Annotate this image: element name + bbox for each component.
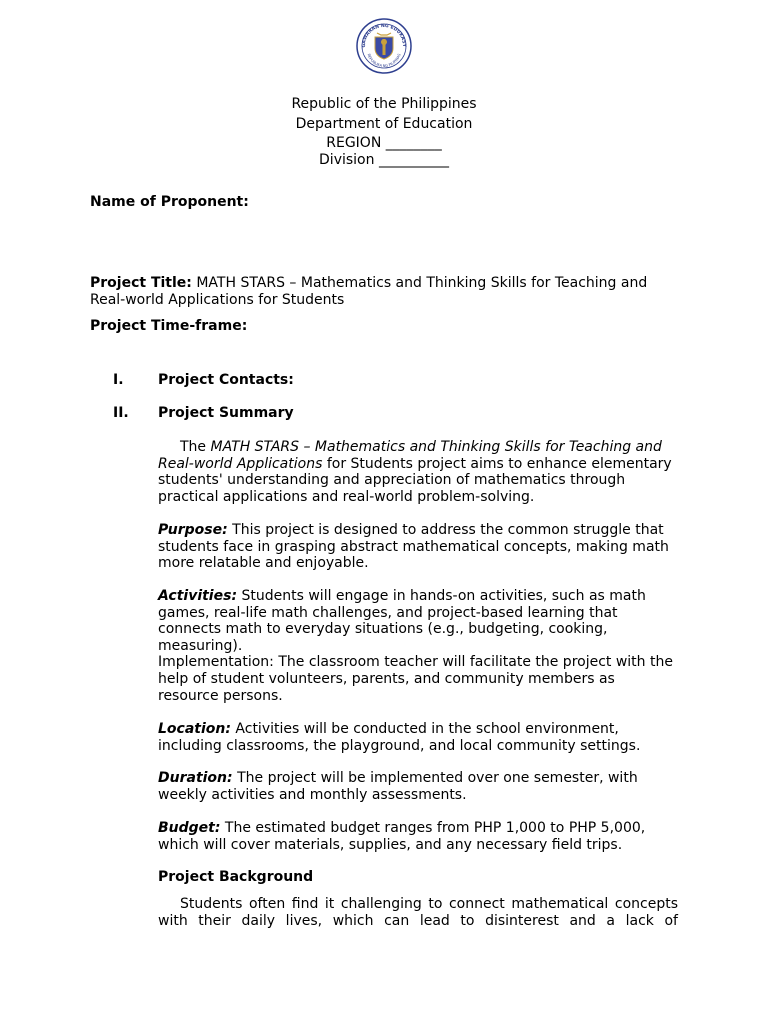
project-title-text-2: Real-world Applications for Students xyxy=(90,292,345,308)
project-title-label: Project Title: xyxy=(90,275,192,291)
location-label: Location: xyxy=(158,721,231,737)
background-paragraph: Students often find it challenging to connect mathematical concepts with their daily lives, which can lead to disinterest and a lack of xyxy=(158,896,678,929)
duration-text: The project will be implemented over one semester, with weekly activities and monthly assessments. xyxy=(158,770,638,803)
location-text: Activities will be conducted in the school environment, including classrooms, the playground, and local community settings. xyxy=(158,721,641,754)
section-2-number: II. xyxy=(113,405,129,421)
section-2-title: Project Summary xyxy=(158,405,294,421)
purpose-label: Purpose: xyxy=(158,522,228,538)
header-division: Division __________ xyxy=(319,152,449,168)
summary-paragraph xyxy=(158,439,678,505)
section-1-number: I. xyxy=(113,372,124,388)
budget-text: The estimated budget ranges from PHP 1,000 to PHP 5,000, which will cover materials, supplies, and any necessary field trips. xyxy=(158,820,646,853)
header-region: REGION ________ xyxy=(326,135,442,151)
purpose-text: This project is designed to address the common struggle that students face in grasping abstract mathematical concepts, making math more relatable and enjoyable. xyxy=(158,522,669,572)
header-republic: Republic of the Philippines xyxy=(291,96,477,112)
activities-text: Students will engage in hands-on activities, such as math games, real-life math challenges, and project-based learning that connects math to everyday situations (e.g., budgeting, cooking, measuring). xyxy=(158,588,646,654)
location-paragraph xyxy=(158,721,678,754)
section-1-title: Project Contacts: xyxy=(158,372,294,388)
budget-label: Budget: xyxy=(158,820,221,836)
summary-pre: The xyxy=(180,439,211,455)
project-title-text-1: MATH STARS – Mathematics and Thinking Skills for Teaching and xyxy=(196,275,648,291)
seal-text-top: GAWARAN NG EDUKASY xyxy=(361,23,407,48)
header-department: Department of Education xyxy=(295,116,473,132)
activities-label: Activities: xyxy=(158,588,238,604)
background-title: Project Background xyxy=(158,869,314,885)
activities-paragraph xyxy=(158,588,678,704)
proponent-label: Name of Proponent: xyxy=(90,194,249,210)
implementation-text: Implementation: The classroom teacher will facilitate the project with the help of student volunteers, parents, and community members as resource persons. xyxy=(158,654,673,704)
duration-label: Duration: xyxy=(158,770,233,786)
duration-paragraph xyxy=(158,770,678,803)
summary-italic: MATH STARS – Mathematics and Thinking Skills for Teaching and Real-world Applications xyxy=(158,439,662,472)
deped-seal-logo xyxy=(356,18,412,74)
summary-rest: for Students project aims to enhance elementary students' understanding and appreciation of mathematics through practical applications and real-world problem-solving. xyxy=(158,455,672,505)
seal-text-bottom: REPUBLIKA NG PILIPINAS xyxy=(366,53,402,68)
timeframe-label: Project Time-frame: xyxy=(90,318,248,334)
project-title xyxy=(90,275,690,309)
purpose-paragraph xyxy=(158,522,678,572)
budget-paragraph xyxy=(158,820,678,853)
